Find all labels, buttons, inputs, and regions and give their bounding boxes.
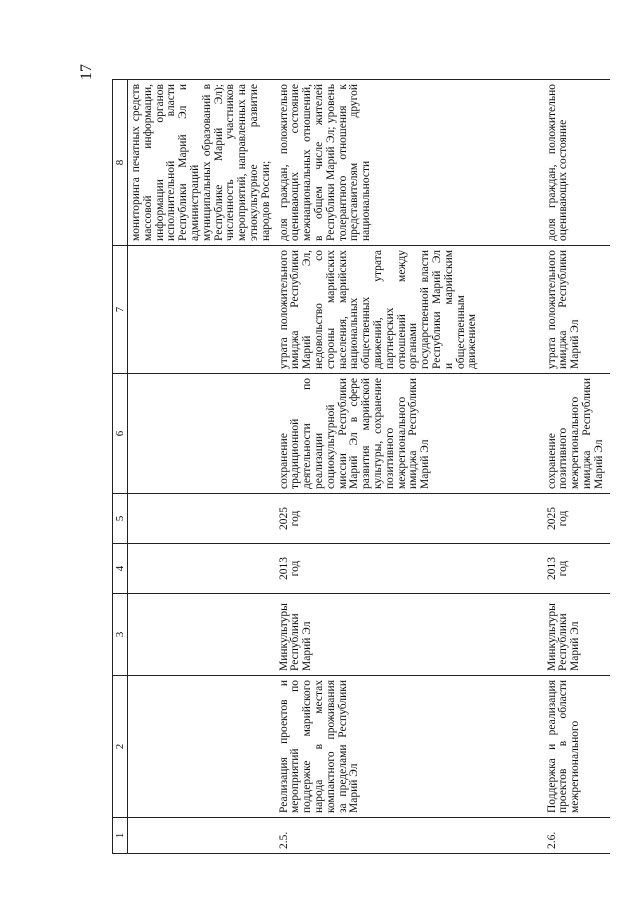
continued-indicators: мониторинга печатных средств массовой информации, информации органов исполнительной власти Республики Марий Эл и администраций муниципальных образований в Республике Марий Эл); численность участников мероприятий, направленных на этнокультурное развитие народов России; <box>128 80 276 246</box>
row-number: 2.6. <box>544 818 610 854</box>
measure-title: Поддержка и реализация проектов в области межрегионального <box>544 676 610 818</box>
col-header-3: 3 <box>113 594 128 676</box>
measure-title: Реализация проектов и мероприятий по поддержке марийского народа в местах компактного проживания за пределами Республики Марий Эл <box>276 676 544 818</box>
col-header-7: 7 <box>113 246 128 374</box>
executor: Минкультуры Республики Марий Эл <box>276 594 544 676</box>
page-number: 17 <box>78 64 95 80</box>
risks: утрата положительного имиджа Республики Марий Эл <box>544 246 610 374</box>
col-header-8: 8 <box>113 80 128 246</box>
indicators: доля граждан, положительно оценивающих состояние <box>544 80 610 246</box>
continued-row <box>128 80 276 854</box>
col-header-5: 5 <box>113 494 128 544</box>
rotated-table-area <box>112 80 605 854</box>
end-year: 2025 год <box>276 494 544 544</box>
col-header-6: 6 <box>113 374 128 494</box>
risks: утрата положительного имиджа Республики Марий Эл, недовольство со стороны марийских населения, марийских национальных общественных движений, утрата партнерских отношений между органами государственной власти Республики Марий Эл и марийским общественным движением <box>276 246 544 374</box>
column-number-row <box>113 80 128 854</box>
col-header-1: 1 <box>113 818 128 854</box>
table-row <box>544 80 610 854</box>
start-year: 2013 год <box>544 544 610 594</box>
end-year: 2025 год <box>544 494 610 544</box>
row-number: 2.5. <box>276 818 544 854</box>
table-row <box>276 80 544 854</box>
measures-table <box>112 79 610 854</box>
col-header-4: 4 <box>113 544 128 594</box>
expected-result: сохранение традиционной деятельности по реализации социокультурной миссии Республики Марий Эл в сфере развития марийской культуры, сохранение позитивного межрегионального имиджа Республики Марий Эл <box>276 374 544 494</box>
indicators: доля граждан, положительно оценивающих состояние межнациональных отношений, в общем числе жителей Республики Марий Эл; уровень толерантного отношения к представителям другой национальности <box>276 80 544 246</box>
expected-result: сохранение позитивного межрегионального имиджа Республики Марий Эл <box>544 374 610 494</box>
start-year: 2013 год <box>276 544 544 594</box>
executor: Минкультуры Республики Марий Эл <box>544 594 610 676</box>
col-header-2: 2 <box>113 676 128 818</box>
